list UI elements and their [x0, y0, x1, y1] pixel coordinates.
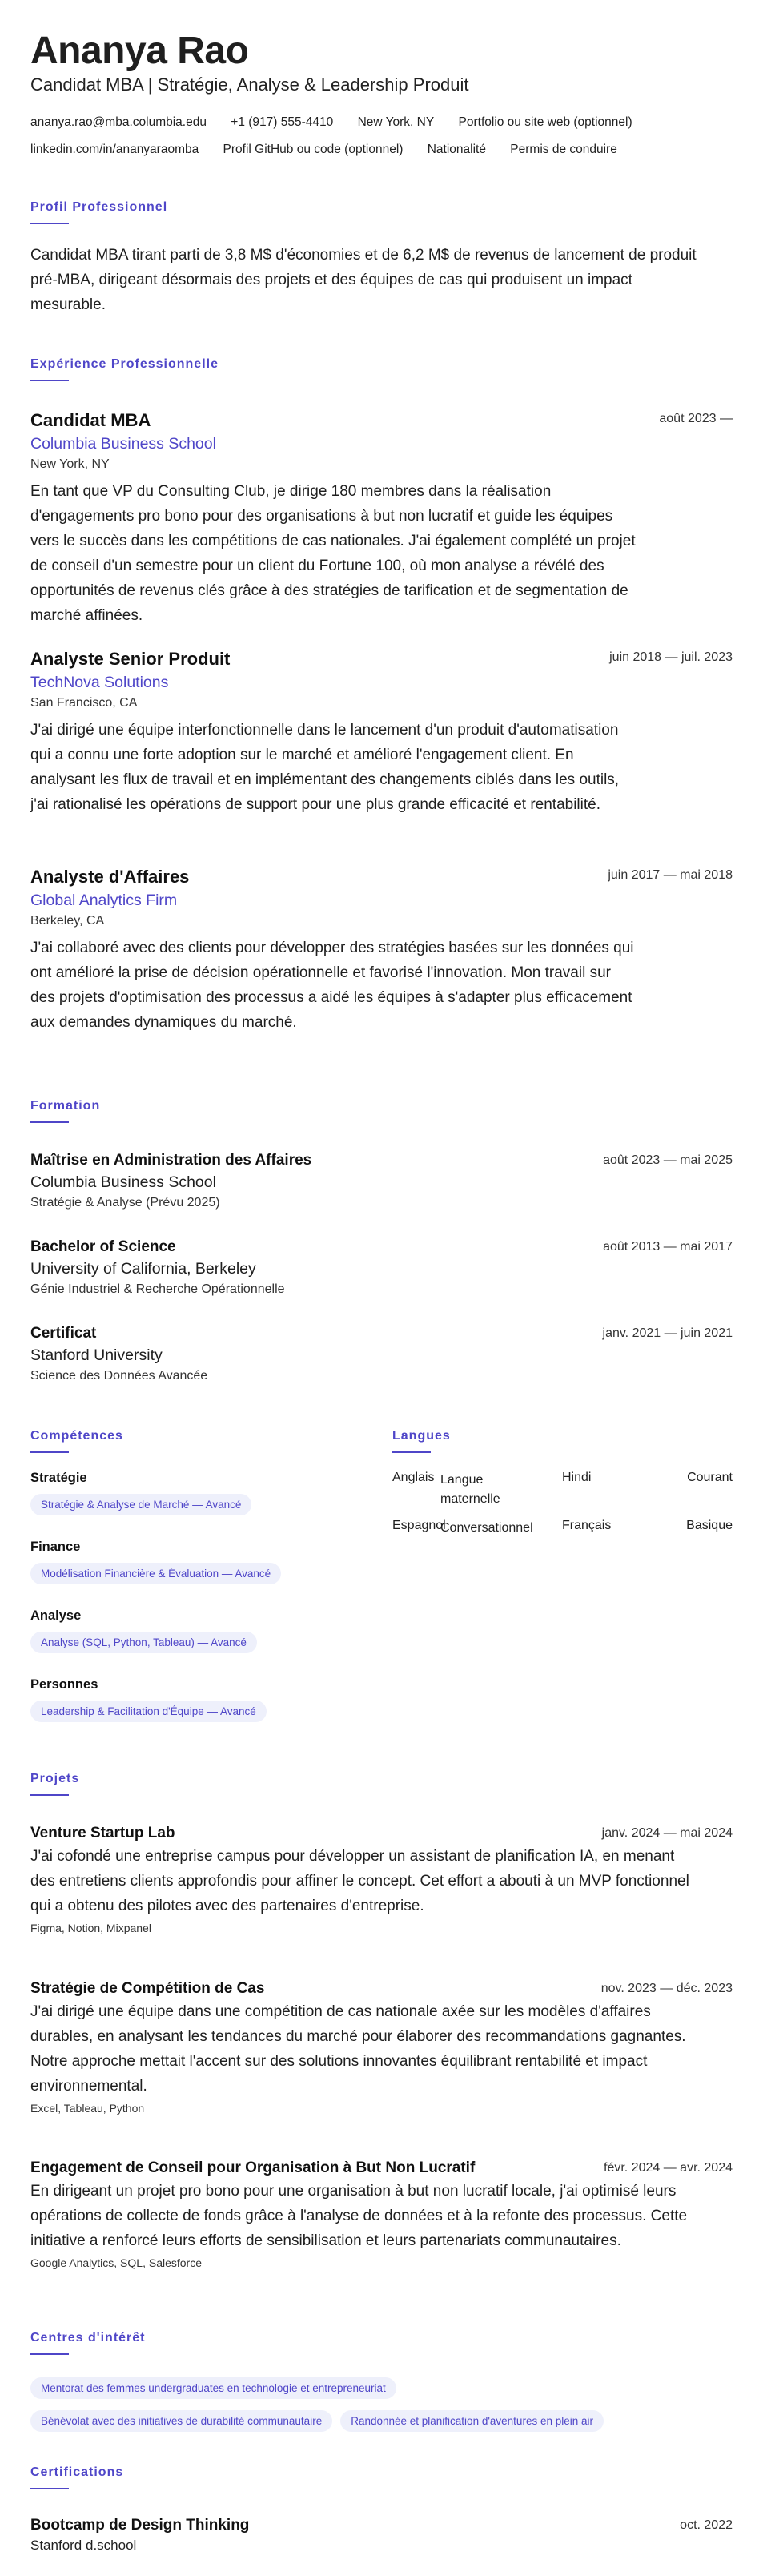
- project-tools: Figma, Notion, Mixpanel: [30, 1922, 151, 1934]
- language-level: Langue maternelle: [440, 1473, 500, 1506]
- phone-number[interactable]: +1 (917) 555-4410: [231, 115, 334, 129]
- section-title-skills: Compétences: [30, 1429, 123, 1453]
- project-tools: Google Analytics, SQL, Salesforce: [30, 2256, 202, 2269]
- experience-role: Candidat MBA: [30, 410, 151, 430]
- education-date: janv. 2021 — juin 2021: [602, 1326, 733, 1340]
- section-title-profile: Profil Professionnel: [30, 200, 167, 224]
- section-title-certifications: Certifications: [30, 2465, 123, 2489]
- contact-line-2: [30, 142, 735, 158]
- email-link[interactable]: ananya.rao@mba.columbia.edu: [30, 115, 207, 129]
- project-item: [30, 2158, 733, 2271]
- section-title-experience: Expérience Professionnelle: [30, 357, 219, 381]
- language-row: [392, 1471, 733, 1519]
- language-name: Français: [562, 1519, 612, 1532]
- project-tools: Excel, Tableau, Python: [30, 2102, 145, 2115]
- project-name: Stratégie de Compétition de Cas: [30, 1980, 265, 1997]
- skill-group: [30, 1677, 367, 1722]
- interest-chip: Mentorat des femmes undergraduates en technologie et entrepreneuriat: [30, 2377, 396, 2399]
- education-degree: Certificat: [30, 1325, 97, 1342]
- experience-description: J'ai collaboré avec des clients pour développer des stratégies basées sur les données qui ont amélioré la prise de décision opérationnelle et favorisé l'innovation. Mon travail sur des projets d'optimisation des processus a aidé les équipes à s'adapter plus efficacement aux demandes dynamiques du marché.: [30, 940, 634, 1031]
- contact-line-1: [30, 115, 735, 131]
- section-title-interests: Centres d'intérêt: [30, 2331, 146, 2355]
- project-description: En dirigeant un projet pro bono pour une organisation à but non lucratif locale, j'ai optimisé leurs opérations de collecte de fonds grâce à l'analyse de données et à la refonte des processus. Cette initiative a renforcé leurs efforts de sensibilisation et leurs partenariats communautaires.: [30, 2183, 688, 2249]
- certification-date: oct. 2022: [680, 2518, 733, 2532]
- experience-company: Global Analytics Firm: [30, 892, 178, 909]
- certification-name: Bootcamp de Design Thinking: [30, 2517, 250, 2534]
- education-school: University of California, Berkeley: [30, 1260, 256, 1278]
- project-description: J'ai cofondé une entreprise campus pour développer un assistant de planification IA, en menant des entretiens clients approfondis pour affiner le concept. Cet effort a abouti à un MVP fonctionnel qui a obtenu des pilotes avec des partenaires d'entreprise.: [30, 1848, 689, 1914]
- experience-date: juin 2018 — juil. 2023: [609, 650, 733, 664]
- experience-location: San Francisco, CA: [30, 696, 138, 710]
- skill-chip: Analyse (SQL, Python, Tableau) — Avancé: [30, 1632, 257, 1653]
- experience-date: juin 2017 — mai 2018: [608, 868, 733, 882]
- interest-chip: Bénévolat avec des initiatives de durabilité communautaire: [30, 2410, 332, 2432]
- education-school: Columbia Business School: [30, 1173, 216, 1191]
- language-level: Conversationnel: [440, 1521, 533, 1535]
- education-detail: Génie Industriel & Recherche Opérationnelle: [30, 1282, 285, 1296]
- language-name: Hindi: [562, 1471, 592, 1484]
- language-name: Espagnol: [392, 1519, 446, 1532]
- experience-location: Berkeley, CA: [30, 914, 105, 928]
- experience-item: [30, 409, 733, 628]
- experience-item: [30, 647, 733, 817]
- language-level: Basique: [686, 1519, 733, 1532]
- location: New York, NY: [357, 115, 435, 129]
- education-item: [30, 1323, 733, 1386]
- interest-chip: Randonnée et planification d'aventures en plein air: [340, 2410, 604, 2432]
- skill-group: [30, 1540, 367, 1584]
- section-title-education: Formation: [30, 1099, 100, 1123]
- skills-list: [30, 1471, 367, 1746]
- project-date: janv. 2024 — mai 2024: [601, 1826, 733, 1840]
- skill-group: [30, 1608, 367, 1653]
- skill-category: Stratégie: [30, 1471, 87, 1485]
- linkedin-link[interactable]: linkedin.com/in/ananyaraomba: [30, 143, 199, 156]
- experience-company: TechNova Solutions: [30, 674, 169, 691]
- experience-company: Columbia Business School: [30, 435, 216, 453]
- education-degree: Bachelor of Science: [30, 1238, 176, 1255]
- section-title-languages: Langues: [392, 1429, 451, 1453]
- languages-table: [392, 1471, 733, 1567]
- certification-item: [30, 2515, 733, 2555]
- experience-location: New York, NY: [30, 457, 110, 471]
- nationality: Nationalité: [427, 143, 486, 156]
- experience-date: août 2023 —: [659, 412, 733, 425]
- skill-category: Analyse: [30, 1608, 82, 1623]
- education-degree: Maîtrise en Administration des Affaires: [30, 1152, 312, 1169]
- experience-role: Analyste d'Affaires: [30, 867, 190, 887]
- skill-chip: Leadership & Facilitation d'Équipe — Avancé: [30, 1701, 267, 1722]
- education-detail: Stratégie & Analyse (Prévu 2025): [30, 1196, 220, 1210]
- interests-list: [30, 2377, 735, 2443]
- education-item: [30, 1237, 733, 1299]
- certification-issuer: Stanford d.school: [30, 2538, 137, 2553]
- project-item: [30, 1823, 733, 1936]
- education-date: août 2023 — mai 2025: [603, 1153, 733, 1167]
- language-level: Courant: [687, 1471, 733, 1484]
- project-item: [30, 1978, 733, 2116]
- language-row: [392, 1519, 733, 1567]
- language-name: Anglais: [392, 1471, 435, 1484]
- education-school: Stanford University: [30, 1346, 163, 1364]
- skill-chip: Modélisation Financière & Évaluation — Avancé: [30, 1563, 281, 1584]
- project-name: Venture Startup Lab: [30, 1825, 175, 1841]
- skill-chip: Stratégie & Analyse de Marché — Avancé: [30, 1494, 251, 1515]
- driving-license: Permis de conduire: [510, 143, 617, 156]
- experience-item: [30, 865, 733, 1035]
- education-item: [30, 1150, 733, 1213]
- skill-category: Finance: [30, 1540, 81, 1554]
- candidate-name: Ananya Rao: [30, 30, 249, 72]
- skill-group: [30, 1471, 367, 1515]
- profile-summary: Candidat MBA tirant parti de 3,8 M$ d'économies et de 6,2 M$ de revenus de lancement de produit pré-MBA, dirigeant désormais des projets et des équipes de cas qui produisent un impact mesurable.: [30, 247, 697, 313]
- project-name: Engagement de Conseil pour Organisation à But Non Lucratif: [30, 2159, 476, 2176]
- section-title-projects: Projets: [30, 1772, 79, 1796]
- education-date: août 2013 — mai 2017: [603, 1240, 733, 1254]
- project-description: J'ai dirigé une équipe dans une compétition de cas nationale axée sur les modèles d'affaires durables, en analysant les tendances du marché pour élaborer des recommandations gagnantes. Notre approche mettait l'accent sur des solutions innovantes équilibrant rentabilité et impact environnemental.: [30, 2003, 686, 2095]
- experience-description: En tant que VP du Consulting Club, je dirige 180 membres dans la réalisation d'engagements pro bono pour des organisations à but non lucratif et guide les équipes vers le succès dans les compétitions de cas nationales. J'ai également complété un projet de conseil d'un semestre pour un client du Fortune 100, où mon analyse a révélé des opportunités de revenus clés grâce à des stratégies de tarification et de segmentation de marché affinées.: [30, 483, 636, 624]
- project-date: févr. 2024 — avr. 2024: [604, 2161, 733, 2175]
- experience-role: Analyste Senior Produit: [30, 649, 231, 669]
- project-date: nov. 2023 — déc. 2023: [600, 1982, 733, 1995]
- github-link[interactable]: Profil GitHub ou code (optionnel): [223, 143, 404, 156]
- skill-category: Personnes: [30, 1677, 98, 1692]
- education-detail: Science des Données Avancée: [30, 1369, 208, 1383]
- candidate-headline: Candidat MBA | Stratégie, Analyse & Leadership Produit: [30, 74, 469, 95]
- portfolio-link[interactable]: Portfolio ou site web (optionnel): [458, 115, 632, 129]
- experience-description: J'ai dirigé une équipe interfonctionnelle dans le lancement d'un produit d'automatisation qui a connu une forte adoption sur le marché et amélioré l'engagement client. En analysant les flux de travail et en implémentant des changements ciblés dans les outils, j'ai rationalisé les opérations de support pour une plus grande efficacité et rentabilité.: [30, 722, 620, 813]
